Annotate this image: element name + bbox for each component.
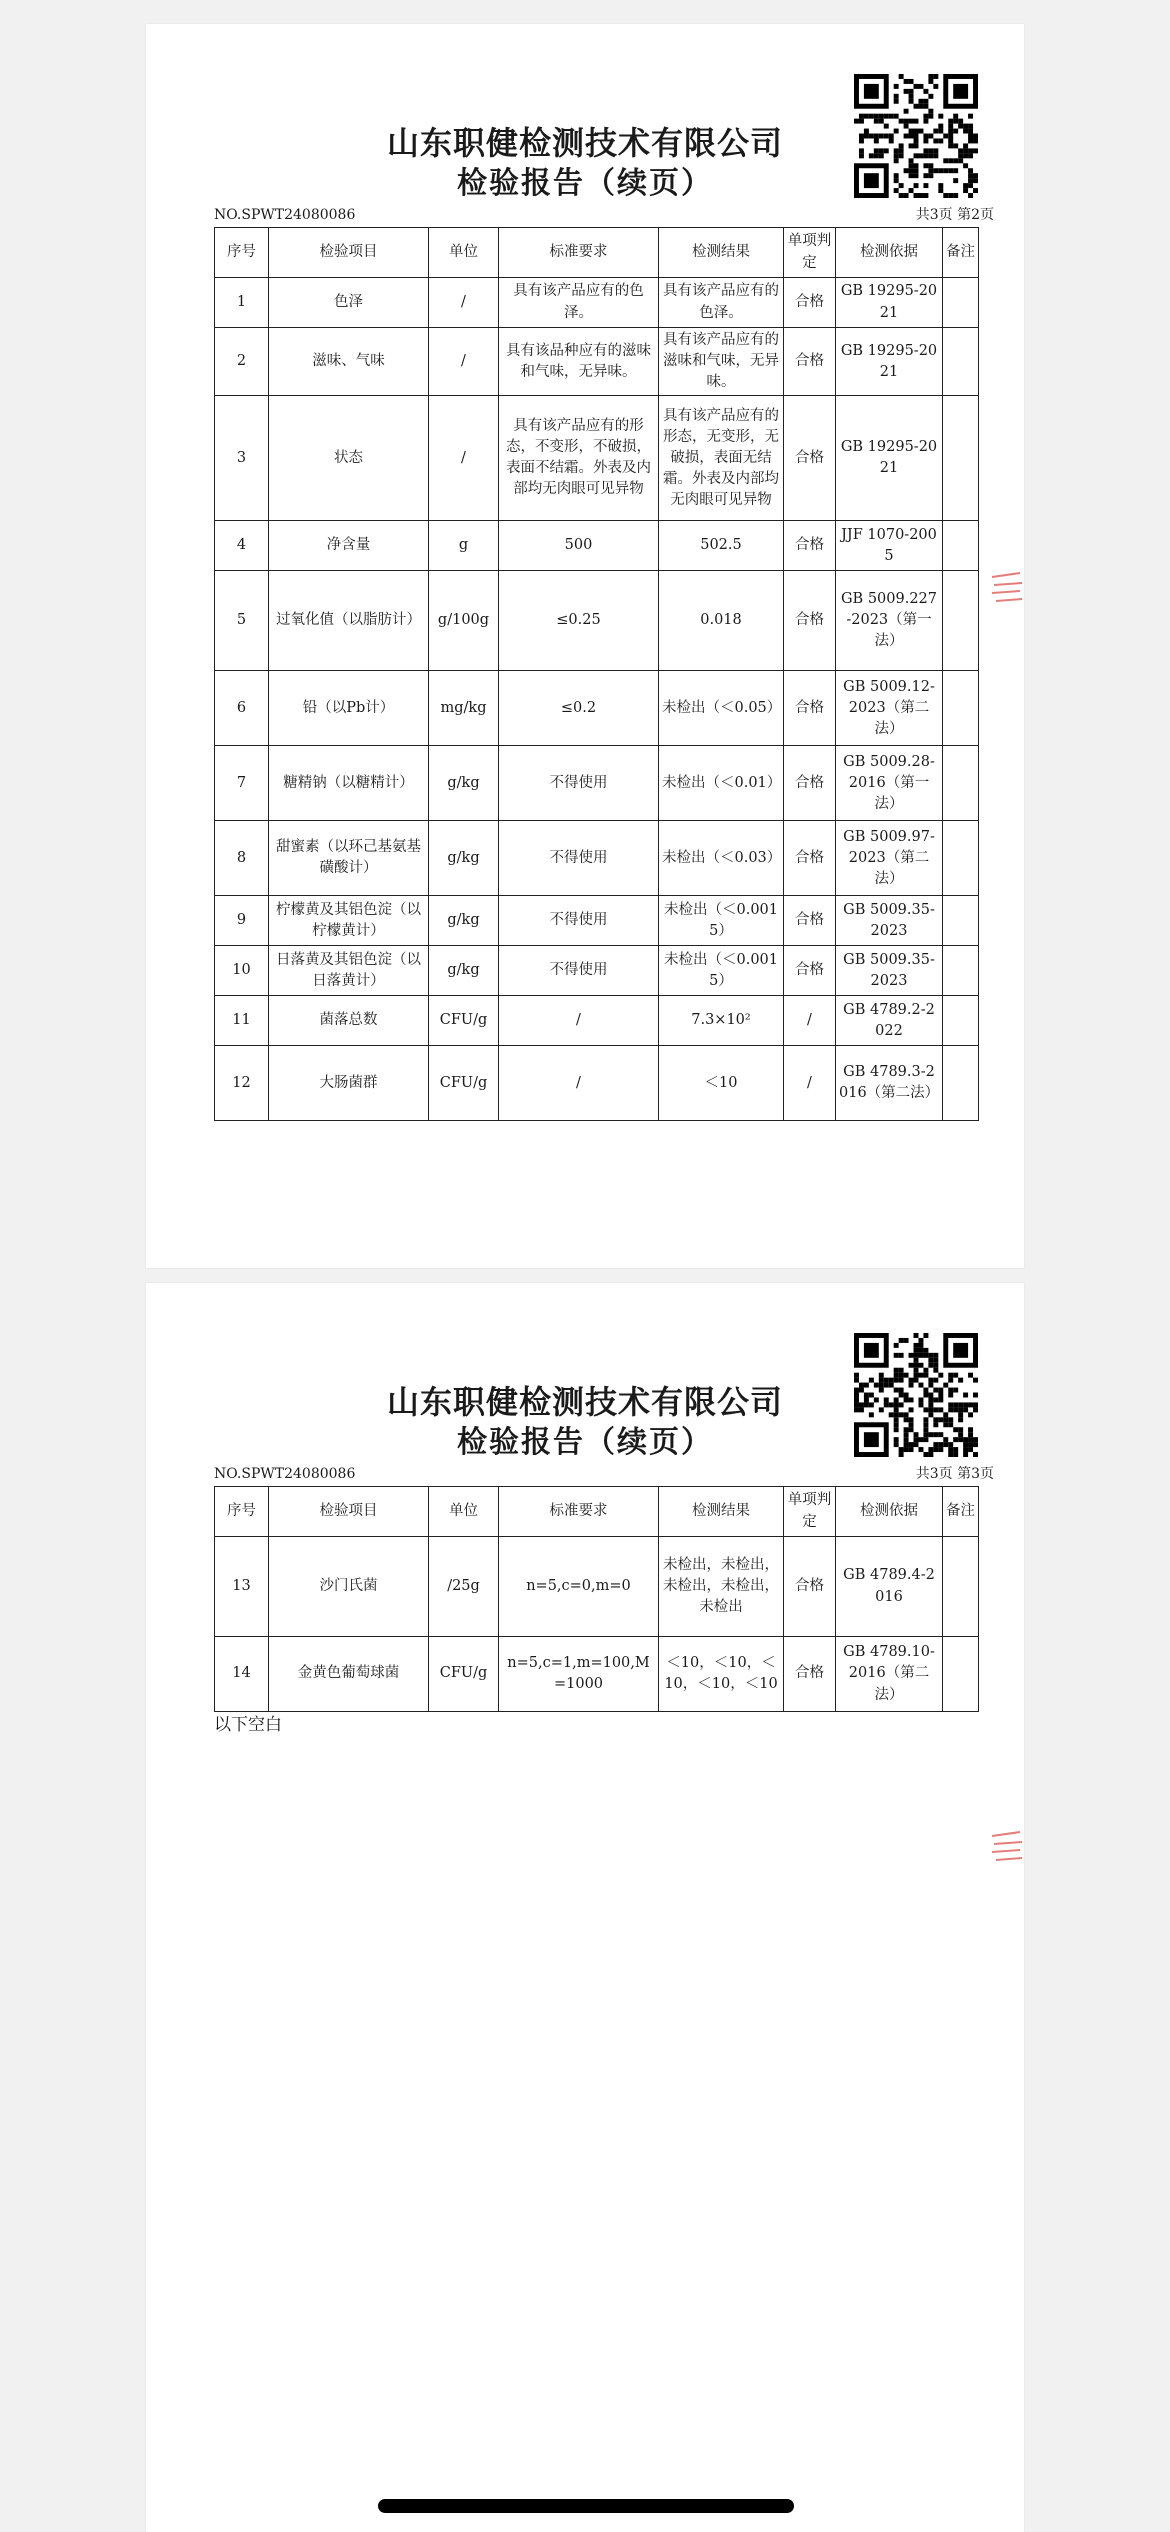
report-table <box>214 1486 979 1712</box>
official-seal-stamp <box>990 1828 1024 1868</box>
cell-requirement: 不得使用 <box>499 821 659 896</box>
cell-result: 未检出（＜0.0015） <box>659 896 784 946</box>
cell-requirement: / <box>499 1046 659 1121</box>
cell-verdict: 合格 <box>784 278 836 328</box>
report-subtitle: 检验报告（续页） <box>457 166 713 201</box>
cell-item: 沙门氏菌 <box>269 1537 429 1637</box>
table-row <box>215 328 979 396</box>
cell-unit: g <box>429 521 499 571</box>
cell-method: GB 5009.97-2023（第二法） <box>836 821 943 896</box>
table-row <box>215 896 979 946</box>
cell-unit: g/kg <box>429 821 499 896</box>
table-row <box>215 996 979 1046</box>
cell-result: 具有该产品应有的形态，无变形，无破损，表面无结霜。外表及内部均无肉眼可见异物 <box>659 396 784 521</box>
cell-verdict: 合格 <box>784 746 836 821</box>
cell-note <box>943 996 979 1046</box>
cell-note <box>943 1046 979 1121</box>
cell-method: GB 5009.35-2023 <box>836 896 943 946</box>
cell-note <box>943 1637 979 1712</box>
cell-note <box>943 946 979 996</box>
cell-item: 大肠菌群 <box>269 1046 429 1121</box>
cell-verdict: / <box>784 1046 836 1121</box>
cell-verdict: 合格 <box>784 521 836 571</box>
cell-requirement: / <box>499 996 659 1046</box>
table-row <box>215 746 979 821</box>
cell-item: 金黄色葡萄球菌 <box>269 1637 429 1712</box>
cell-note <box>943 328 979 396</box>
cell-result: 未检出，未检出，未检出，未检出，未检出 <box>659 1537 784 1637</box>
table-header-row <box>215 228 979 278</box>
header-col-requirement: 标准要求 <box>499 228 659 278</box>
header-col-note: 备注 <box>943 1487 979 1537</box>
cell-result: ＜10 <box>659 1046 784 1121</box>
cell-unit: /25g <box>429 1537 499 1637</box>
cell-result: 7.3×10² <box>659 996 784 1046</box>
cell-result: 具有该产品应有的滋味和气味，无异味。 <box>659 328 784 396</box>
cell-unit: g/kg <box>429 946 499 996</box>
table-row <box>215 671 979 746</box>
cell-no: 2 <box>215 328 269 396</box>
cell-note <box>943 671 979 746</box>
cell-unit: CFU/g <box>429 996 499 1046</box>
cell-method: GB 5009.227-2023（第一法） <box>836 571 943 671</box>
cell-requirement: 具有该产品应有的形态，不变形，不破损，表面不结霜。外表及内部均无肉眼可见异物 <box>499 396 659 521</box>
cell-note <box>943 278 979 328</box>
table-row <box>215 521 979 571</box>
cell-method: GB 5009.28-2016（第一法） <box>836 746 943 821</box>
cell-verdict: 合格 <box>784 1637 836 1712</box>
cell-item: 铅（以Pb计） <box>269 671 429 746</box>
cell-item: 色泽 <box>269 278 429 328</box>
report-subtitle: 检验报告（续页） <box>457 1425 713 1460</box>
cell-result: 未检出（＜0.03） <box>659 821 784 896</box>
cell-requirement: ≤0.2 <box>499 671 659 746</box>
cell-result: ＜10，＜10，＜10，＜10，＜10 <box>659 1637 784 1712</box>
cell-method: GB 4789.4-2016 <box>836 1537 943 1637</box>
cell-unit: g/100g <box>429 571 499 671</box>
table-row <box>215 571 979 671</box>
cell-item: 滋味、气味 <box>269 328 429 396</box>
cell-no: 9 <box>215 896 269 946</box>
cell-method: GB 5009.12-2023（第二法） <box>836 671 943 746</box>
cell-requirement: 具有该品种应有的滋味和气味，无异味。 <box>499 328 659 396</box>
table-row <box>215 946 979 996</box>
cell-no: 3 <box>215 396 269 521</box>
cell-method: GB 19295-2021 <box>836 396 943 521</box>
cell-no: 1 <box>215 278 269 328</box>
cell-verdict: 合格 <box>784 946 836 996</box>
cell-note <box>943 821 979 896</box>
cell-note <box>943 896 979 946</box>
cell-note <box>943 571 979 671</box>
cell-method: GB 5009.35-2023 <box>836 946 943 996</box>
cell-unit: / <box>429 328 499 396</box>
header-col-no: 序号 <box>215 228 269 278</box>
cell-requirement: 不得使用 <box>499 746 659 821</box>
cell-no: 13 <box>215 1537 269 1637</box>
cell-verdict: / <box>784 996 836 1046</box>
cell-result: 未检出（＜0.0015） <box>659 946 784 996</box>
cell-method: JJF 1070-2005 <box>836 521 943 571</box>
cell-verdict: 合格 <box>784 821 836 896</box>
cell-note <box>943 396 979 521</box>
cell-item: 净含量 <box>269 521 429 571</box>
cell-item: 状态 <box>269 396 429 521</box>
table-row <box>215 1537 979 1637</box>
cell-method: GB 19295-2021 <box>836 328 943 396</box>
cell-verdict: 合格 <box>784 896 836 946</box>
cell-no: 10 <box>215 946 269 996</box>
cell-note <box>943 746 979 821</box>
report-table <box>214 227 979 1121</box>
table-row <box>215 278 979 328</box>
cell-no: 12 <box>215 1046 269 1121</box>
end-note: 以下空白 <box>214 1715 282 1735</box>
header-col-verdict: 单项判定 <box>784 228 836 278</box>
cell-no: 14 <box>215 1637 269 1712</box>
header-col-method: 检测依据 <box>836 228 943 278</box>
cell-unit: mg/kg <box>429 671 499 746</box>
cell-note <box>943 1537 979 1637</box>
report-page-3 <box>146 1283 1024 2532</box>
cell-requirement: ≤0.25 <box>499 571 659 671</box>
cell-note <box>943 521 979 571</box>
cell-method: GB 4789.2-2022 <box>836 996 943 1046</box>
cell-item: 甜蜜素（以环己基氨基磺酸计） <box>269 821 429 896</box>
table-header-row <box>215 1487 979 1537</box>
cell-unit: g/kg <box>429 746 499 821</box>
table-row <box>215 821 979 896</box>
official-seal-stamp <box>990 569 1024 609</box>
qr-code-icon <box>854 74 978 198</box>
report-number: NO.SPWT24080086 <box>214 207 356 223</box>
header-col-item: 检验项目 <box>269 1487 429 1537</box>
cell-result: 0.018 <box>659 571 784 671</box>
qr-code-icon <box>854 1333 978 1457</box>
cell-verdict: 合格 <box>784 328 836 396</box>
table-row <box>215 396 979 521</box>
report-number: NO.SPWT24080086 <box>214 1466 356 1482</box>
table-row <box>215 1046 979 1121</box>
header-col-unit: 单位 <box>429 228 499 278</box>
cell-requirement: n=5,c=1,m=100,M=1000 <box>499 1637 659 1712</box>
cell-no: 6 <box>215 671 269 746</box>
header-col-item: 检验项目 <box>269 228 429 278</box>
cell-requirement: 不得使用 <box>499 946 659 996</box>
page-info: 共3页 第2页 <box>915 207 994 223</box>
header-col-requirement: 标准要求 <box>499 1487 659 1537</box>
cell-verdict: 合格 <box>784 1537 836 1637</box>
company-name: 山东职健检测技术有限公司 <box>386 124 783 162</box>
cell-requirement: n=5,c=0,m=0 <box>499 1537 659 1637</box>
cell-requirement: 不得使用 <box>499 896 659 946</box>
cell-unit: / <box>429 396 499 521</box>
header-col-no: 序号 <box>215 1487 269 1537</box>
cell-no: 11 <box>215 996 269 1046</box>
cell-item: 菌落总数 <box>269 996 429 1046</box>
header-col-unit: 单位 <box>429 1487 499 1537</box>
cell-item: 柠檬黄及其铝色淀（以柠檬黄计） <box>269 896 429 946</box>
cell-unit: CFU/g <box>429 1637 499 1712</box>
cell-method: GB 4789.10-2016（第二法） <box>836 1637 943 1712</box>
header-col-method: 检测依据 <box>836 1487 943 1537</box>
cell-no: 5 <box>215 571 269 671</box>
cell-unit: g/kg <box>429 896 499 946</box>
cell-result: 502.5 <box>659 521 784 571</box>
header-col-verdict: 单项判定 <box>784 1487 836 1537</box>
cell-verdict: 合格 <box>784 396 836 521</box>
cell-requirement: 具有该产品应有的色泽。 <box>499 278 659 328</box>
report-page-2 <box>146 24 1024 1268</box>
cell-method: GB 19295-2021 <box>836 278 943 328</box>
table-row <box>215 1637 979 1712</box>
cell-item: 过氧化值（以脂肪计） <box>269 571 429 671</box>
header-col-note: 备注 <box>943 228 979 278</box>
cell-requirement: 500 <box>499 521 659 571</box>
cell-result: 具有该产品应有的色泽。 <box>659 278 784 328</box>
cell-unit: / <box>429 278 499 328</box>
cell-verdict: 合格 <box>784 671 836 746</box>
header-col-result: 检测结果 <box>659 228 784 278</box>
cell-unit: CFU/g <box>429 1046 499 1121</box>
cell-no: 8 <box>215 821 269 896</box>
header-col-result: 检测结果 <box>659 1487 784 1537</box>
company-name: 山东职健检测技术有限公司 <box>386 1383 783 1421</box>
cell-result: 未检出（＜0.01） <box>659 746 784 821</box>
cell-result: 未检出（＜0.05） <box>659 671 784 746</box>
cell-no: 7 <box>215 746 269 821</box>
cell-item: 糖精钠（以糖精计） <box>269 746 429 821</box>
page-info: 共3页 第3页 <box>915 1466 994 1482</box>
cell-verdict: 合格 <box>784 571 836 671</box>
cell-no: 4 <box>215 521 269 571</box>
cell-item: 日落黄及其铝色淀（以日落黄计） <box>269 946 429 996</box>
home-indicator[interactable] <box>378 2499 794 2513</box>
cell-method: GB 4789.3-2016（第二法） <box>836 1046 943 1121</box>
